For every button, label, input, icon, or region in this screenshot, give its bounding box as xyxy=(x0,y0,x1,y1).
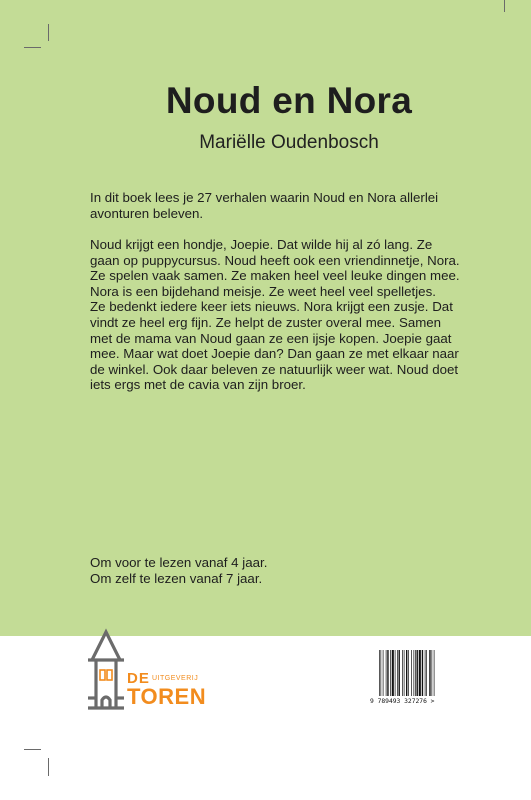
age-line-read-aloud: Om voor te lezen vanaf 4 jaar. xyxy=(90,555,268,570)
barcode-bar xyxy=(392,650,394,696)
barcode-bar xyxy=(379,650,380,696)
blurb-line: Nora is een bijdehand meisje. Ze weet heel veel spelletjes. xyxy=(90,283,436,299)
barcode-bar xyxy=(434,650,435,696)
barcode-bar xyxy=(383,650,384,696)
crop-mark-bottom-left-h xyxy=(24,749,41,750)
barcode-bar xyxy=(425,650,426,696)
blurb-line: de winkel. Ook daar beleven ze natuurlijk weer wat. Noud doet xyxy=(90,361,459,377)
blurb-line: Noud krijgt een hondje, Joepie. Dat wilde hij al zó lang. Ze xyxy=(90,237,433,252)
age-line-self-reading: Om zelf te lezen vanaf 7 jaar. xyxy=(90,570,263,586)
barcode-bar xyxy=(395,650,396,696)
blurb-line: In dit boek lees je 27 verhalen waarin Noud en Nora allerlei xyxy=(90,190,439,205)
blurb-line: mee. Maar wat doet Joepie dan? Dan gaan ze met elkaar naar xyxy=(90,346,459,362)
barcode-bar xyxy=(386,650,387,696)
barcode-bar xyxy=(419,650,421,696)
barcode-bar xyxy=(381,650,382,696)
blurb-line: Ze bedenkt iedere keer iets nieuws. Nora krijgt een zusje. Dat xyxy=(90,299,453,315)
publisher-logo-uitgeverij: UITGEVERIJ xyxy=(152,675,199,682)
barcode-bar xyxy=(415,650,416,696)
book-title: Noud en Nora xyxy=(165,80,413,121)
isbn-number: 9 789493 327276 > xyxy=(370,698,435,705)
crop-mark-bottom-left-v xyxy=(48,758,49,776)
blurb-line: vindt ze heel erg fijn. Ze helpt de zuster overal mee. Samen xyxy=(90,314,442,330)
barcode-bars xyxy=(379,650,434,696)
barcode-bar xyxy=(387,650,388,696)
barcode-bar xyxy=(432,650,433,696)
publisher-logo-de: DE xyxy=(127,670,150,687)
barcode-bar xyxy=(404,650,405,696)
blurb-line: Ze spelen vaak samen. Ze maken heel veel leuke dingen mee. xyxy=(90,268,460,284)
crop-mark-top-left-h xyxy=(24,47,41,48)
tower-window-icon xyxy=(100,670,112,680)
blurb-story xyxy=(90,237,510,393)
book-author: Mariëlle Oudenbosch xyxy=(199,132,379,153)
barcode-bar xyxy=(417,650,418,696)
age-recommendation xyxy=(90,555,510,586)
blurb-intro xyxy=(90,190,510,221)
barcode-bar xyxy=(406,650,407,696)
barcode-bar xyxy=(399,650,400,696)
barcode-bar xyxy=(390,650,391,696)
barcode-bar xyxy=(422,650,423,696)
blurb-line: met de mama van Noud gaan ze een ijsje kopen. Joepie gaat xyxy=(90,330,452,346)
barcode-bar xyxy=(429,650,430,696)
barcode-bar xyxy=(426,650,427,696)
publisher-logo-toren: TOREN xyxy=(127,684,207,709)
blurb-line: iets ergs met de cavia van zijn broer. xyxy=(90,377,306,393)
crop-mark-top-left-v xyxy=(48,24,49,41)
barcode-bar xyxy=(414,650,415,696)
blurb-line: gaan op puppycursus. Noud heeft ook een vriendinnetje, Nora. xyxy=(90,252,460,268)
crop-mark-top-right-v xyxy=(504,0,505,12)
barcode-bar xyxy=(408,650,409,696)
tower-icon xyxy=(88,632,124,708)
barcode-bar xyxy=(402,650,403,696)
cover-background-edge xyxy=(0,622,32,636)
blurb-line: avonturen beleven. xyxy=(90,205,204,221)
barcode-bar xyxy=(397,650,398,696)
barcode-bar xyxy=(411,650,412,696)
isbn-barcode xyxy=(378,650,451,696)
